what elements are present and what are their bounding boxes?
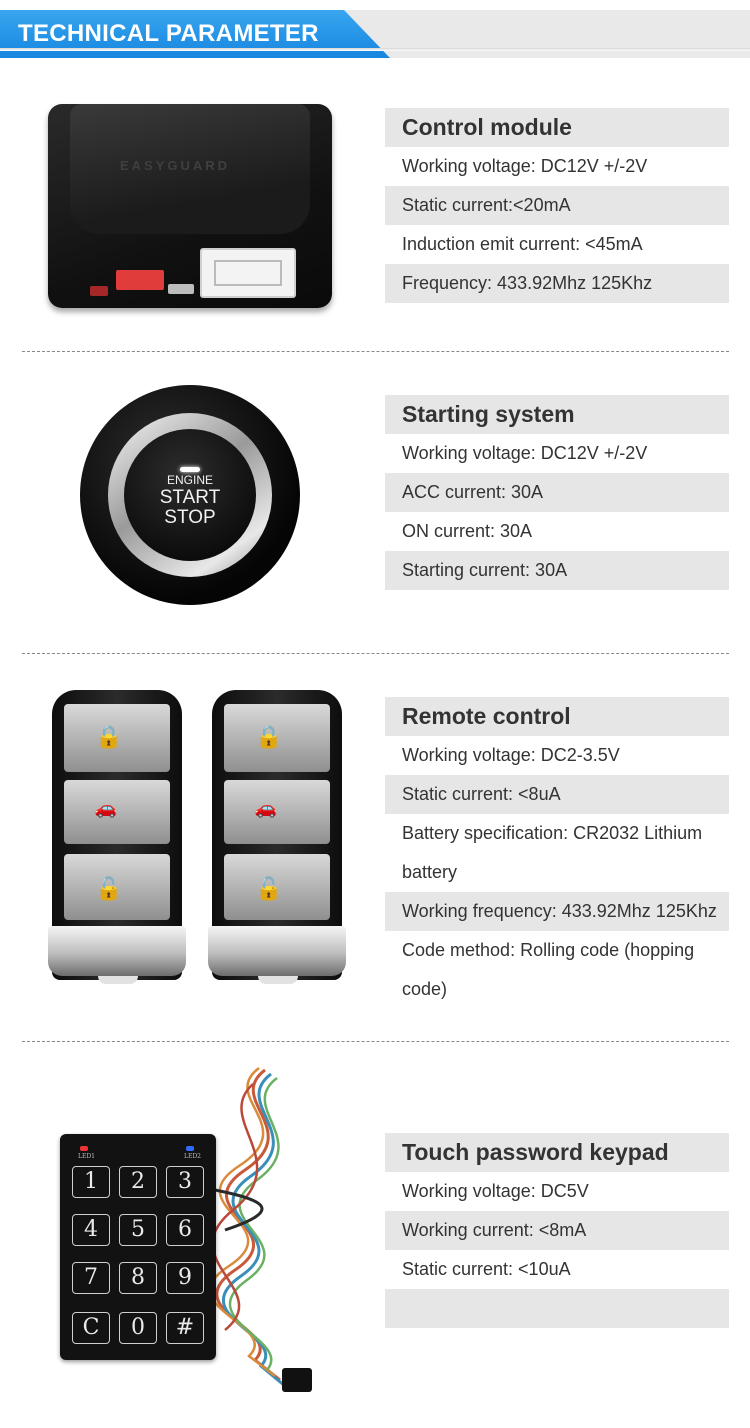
keypad-key-2: 2 xyxy=(119,1166,157,1198)
lock-icon: 🔒 xyxy=(95,724,123,749)
spec-row: Working voltage: DC12V +/-2V xyxy=(402,156,648,176)
button-text-start: START xyxy=(159,487,221,508)
spec-table-touch-keypad xyxy=(385,1133,729,1328)
led1-label: LED1 xyxy=(78,1153,95,1160)
keypad-key-4: 4 xyxy=(72,1214,110,1246)
spec-row: ACC current: 30A xyxy=(385,473,729,512)
remote-key-left xyxy=(52,690,194,992)
dashed-divider xyxy=(22,653,729,654)
spec-row: Code method: Rolling code (hopping code) xyxy=(402,940,695,999)
spec-row-empty xyxy=(385,1289,729,1328)
spec-row: Working current: <8mA xyxy=(385,1211,729,1250)
car-trunk-icon: 🚗 xyxy=(94,798,118,818)
keypad-key-9: 9 xyxy=(166,1262,204,1294)
button-led xyxy=(180,467,200,472)
page-title: TECHNICAL PARAMETER xyxy=(18,20,319,47)
module-red-port xyxy=(90,286,108,296)
touch-keypad-image xyxy=(60,1134,216,1360)
spec-title: Remote control xyxy=(385,697,729,736)
keypad-key-1: 1 xyxy=(72,1166,110,1198)
spec-table-control-module xyxy=(385,108,729,303)
spec-table-remote-control xyxy=(385,697,729,1009)
module-logo: EASYGUARD xyxy=(120,158,231,173)
dashed-divider xyxy=(22,1041,729,1042)
spec-row: Battery specification: CR2032 Lithium battery xyxy=(402,823,703,882)
keypad-key-7: 7 xyxy=(72,1262,110,1294)
car-trunk-icon: 🚗 xyxy=(254,798,278,818)
header-shadow xyxy=(0,48,750,51)
spec-row: Static current: <10uA xyxy=(402,1259,571,1279)
keypad-key-6: 6 xyxy=(166,1214,204,1246)
wire-connector-plug xyxy=(282,1368,312,1392)
button-text-stop: STOP xyxy=(164,507,216,528)
spec-row: Working frequency: 433.92Mhz 125Khz xyxy=(385,892,729,931)
keypad-key-8: 8 xyxy=(119,1262,157,1294)
led-blue xyxy=(186,1146,194,1151)
module-usb-port xyxy=(168,284,194,294)
spec-title: Starting system xyxy=(385,395,729,434)
remote-key-right xyxy=(212,690,354,992)
fob-tip xyxy=(258,976,298,984)
keypad-wire-harness xyxy=(205,1060,315,1410)
spec-row: Working voltage: DC5V xyxy=(402,1181,589,1201)
button-text-engine: ENGINE xyxy=(166,473,213,487)
keypad-key-3: 3 xyxy=(166,1166,204,1198)
keypad-key-5: 5 xyxy=(119,1214,157,1246)
unlock-icon: 🔓 xyxy=(95,876,123,901)
spec-row: Working voltage: DC12V +/-2V xyxy=(402,443,648,463)
led-red xyxy=(80,1146,88,1151)
keypad-key-c: C xyxy=(72,1312,110,1344)
lock-icon: 🔒 xyxy=(255,724,283,749)
spec-row: Static current:<20mA xyxy=(385,186,729,225)
unlock-icon: 🔓 xyxy=(255,876,283,901)
fob-tip xyxy=(98,976,138,984)
fob-chrome-trim xyxy=(48,926,186,976)
spec-title: Control module xyxy=(385,108,729,147)
dashed-divider xyxy=(22,351,729,352)
keypad-key-hash: # xyxy=(166,1312,204,1344)
fob-chrome-trim xyxy=(208,926,346,976)
keypad-key-0: 0 xyxy=(119,1312,157,1344)
spec-row: Static current: <8uA xyxy=(385,775,729,814)
spec-title: Touch password keypad xyxy=(385,1133,729,1172)
module-connector xyxy=(200,248,296,298)
spec-row: Starting current: 30A xyxy=(385,551,729,590)
spec-table-starting-system xyxy=(385,395,729,590)
spec-row: Working voltage: DC2-3.5V xyxy=(402,745,620,765)
led2-label: LED2 xyxy=(184,1153,201,1160)
spec-row: Induction emit current: <45mA xyxy=(402,234,643,254)
spec-row: Frequency: 433.92Mhz 125Khz xyxy=(385,264,729,303)
module-dip-switch xyxy=(116,270,164,290)
spec-row: ON current: 30A xyxy=(402,521,533,541)
